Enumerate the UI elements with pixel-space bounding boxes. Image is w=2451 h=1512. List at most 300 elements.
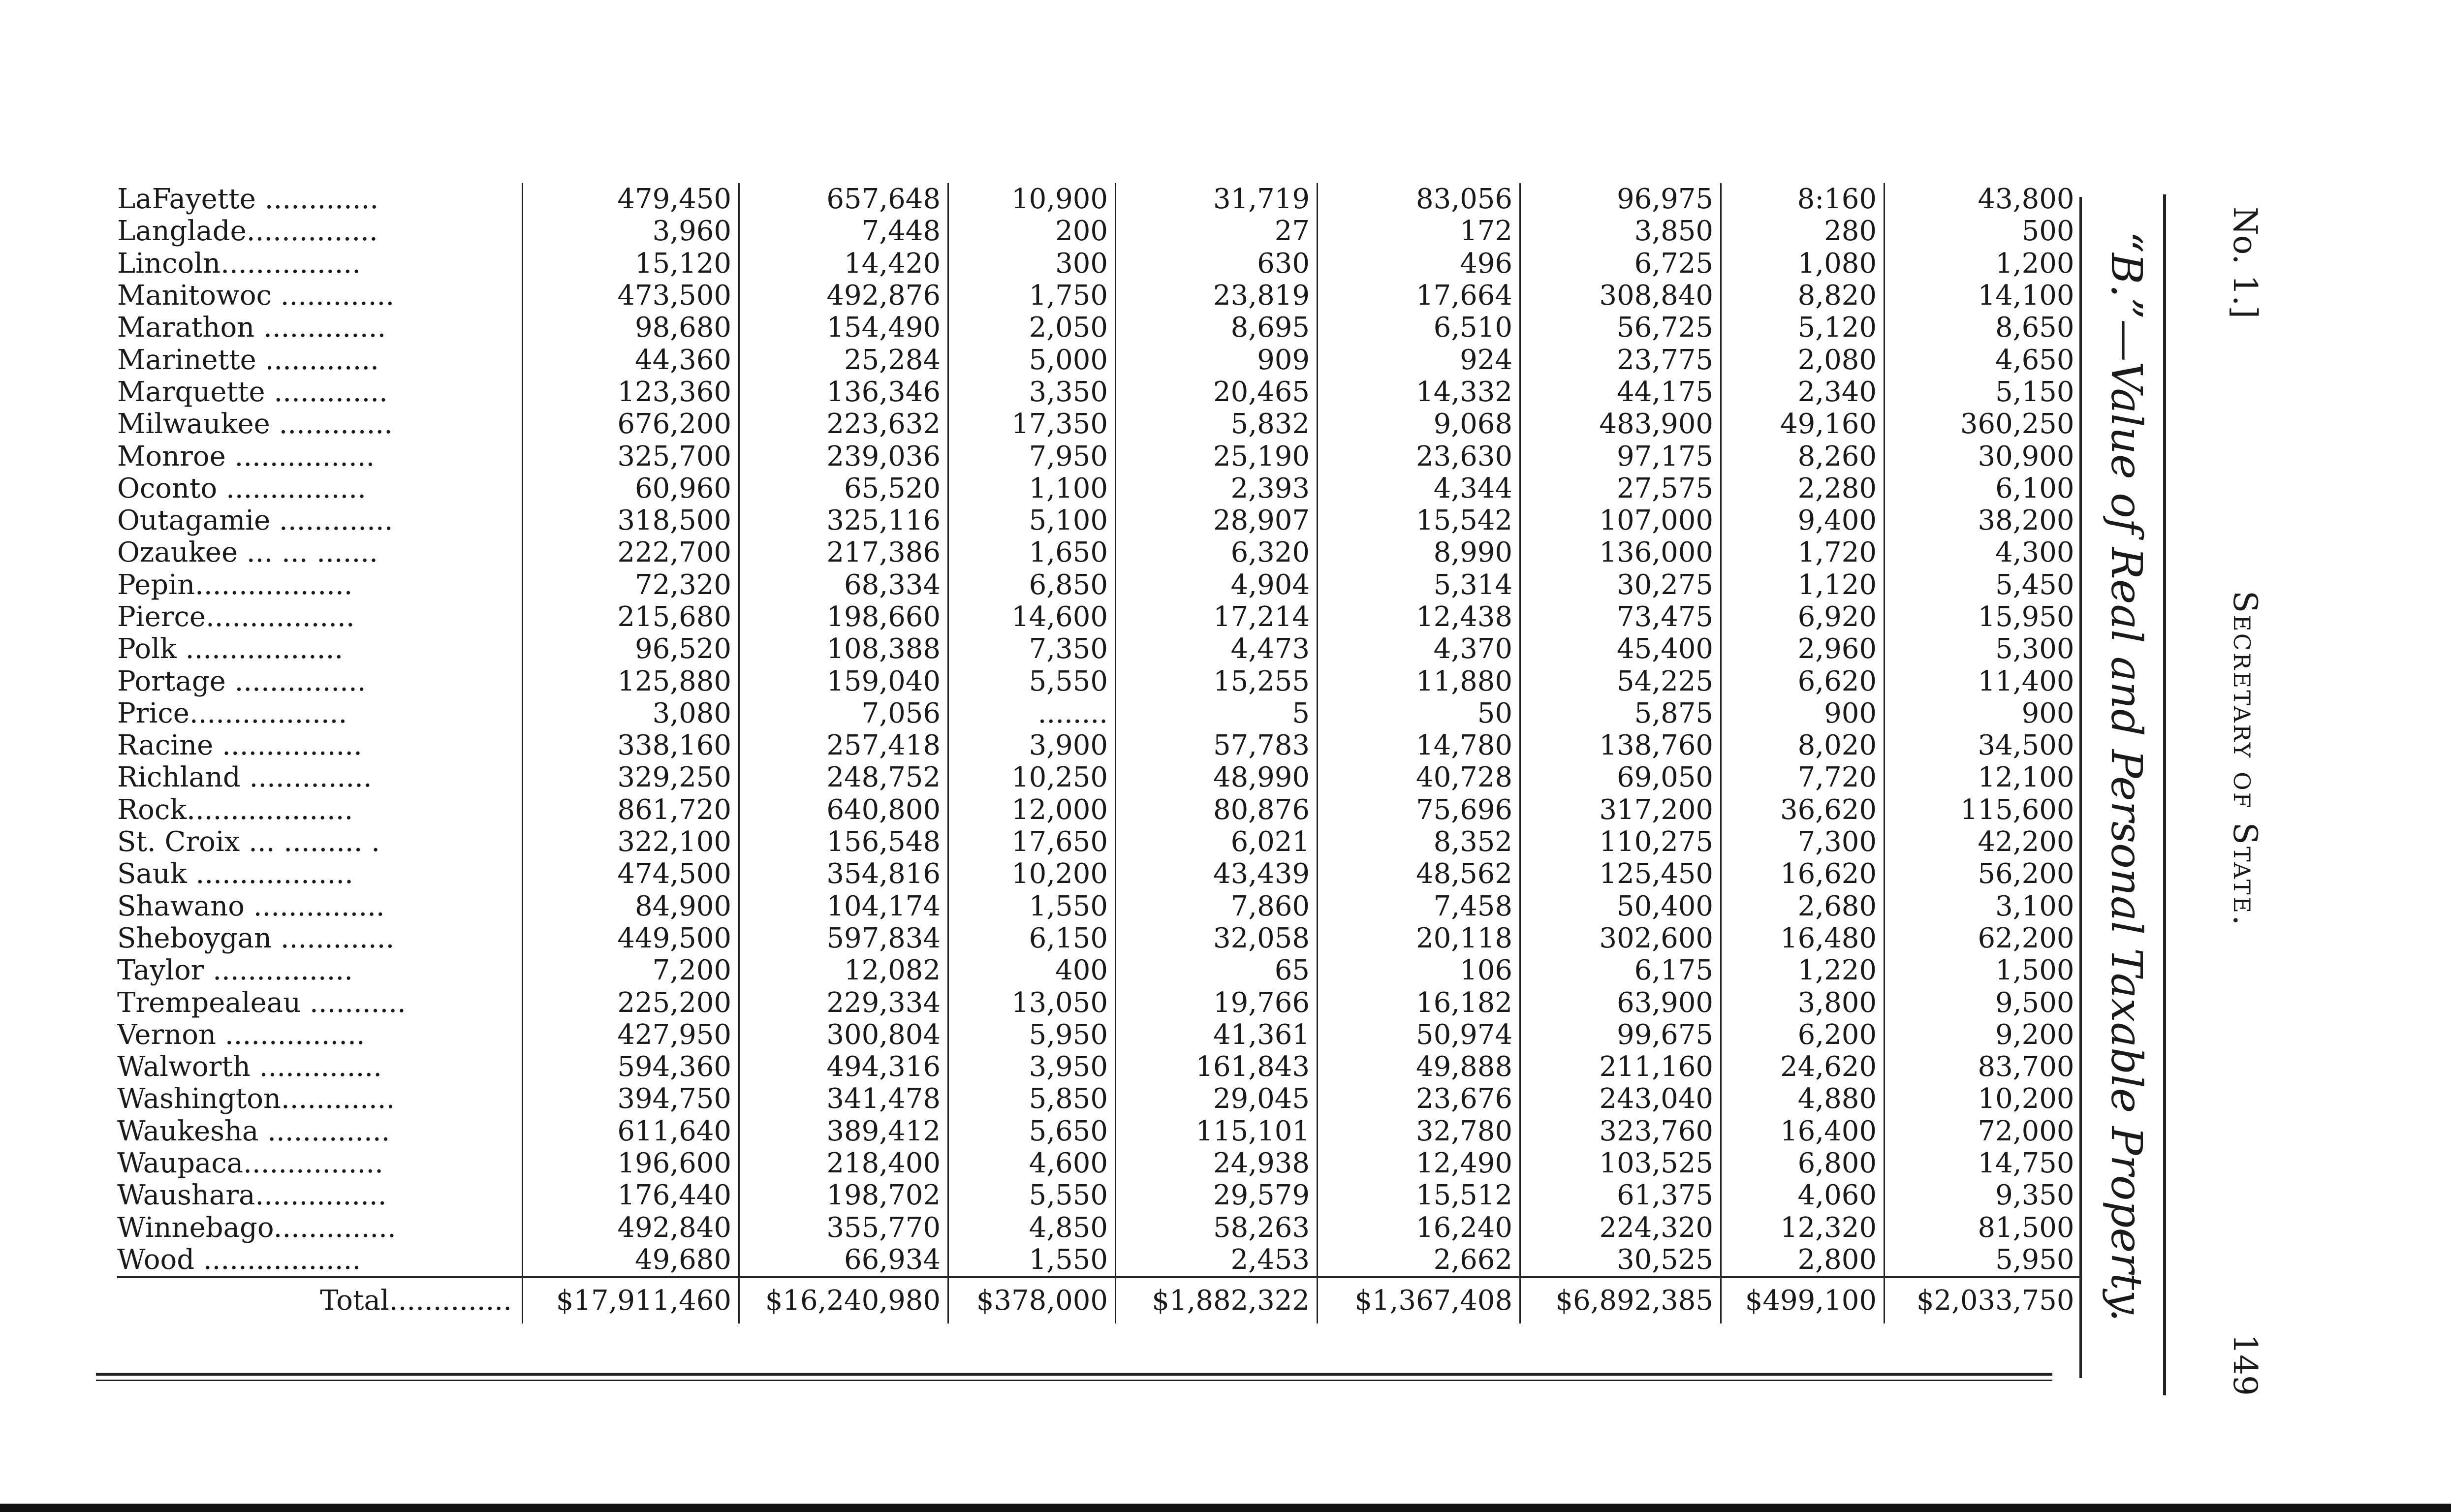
value-cell: 75,696	[1318, 794, 1520, 826]
county-name: Rock...................	[117, 793, 353, 826]
value-cell: 50,974	[1318, 1019, 1520, 1051]
value-cell: 1,550	[948, 1244, 1116, 1277]
county-name: Marinette .............	[117, 344, 379, 376]
table-row	[117, 569, 2081, 601]
value-cell: 61,375	[1520, 1179, 1721, 1211]
value-cell: 229,334	[739, 986, 948, 1018]
value-cell: 3,800	[1721, 986, 1885, 1018]
table-row	[117, 986, 2081, 1018]
value-cell: 5,314	[1318, 569, 1520, 601]
value-cell: 14,750	[1885, 1147, 2081, 1179]
county-name: Marquette .............	[117, 376, 388, 408]
table-row	[117, 344, 2081, 376]
value-cell: 14,100	[1885, 280, 2081, 312]
value-cell: 81,500	[1885, 1212, 2081, 1244]
total-row	[117, 1277, 2081, 1324]
value-cell: 2,960	[1721, 633, 1885, 665]
value-cell: 30,525	[1520, 1244, 1721, 1277]
value-cell: 44,175	[1520, 376, 1721, 408]
value-cell: 6,175	[1520, 954, 1721, 986]
value-cell: 6,920	[1721, 601, 1885, 633]
value-cell: 72,320	[523, 569, 739, 601]
value-cell: 115,101	[1116, 1115, 1318, 1147]
county-name: Price..................	[117, 697, 347, 729]
value-cell: 7,860	[1116, 890, 1318, 922]
county-name: Outagamie .............	[117, 504, 393, 537]
value-cell: 156,548	[739, 826, 948, 858]
value-cell: 20,465	[1116, 376, 1318, 408]
value-cell: 16,182	[1318, 986, 1520, 1018]
value-cell: 1,500	[1885, 954, 2081, 986]
value-cell: 7,458	[1318, 890, 1520, 922]
value-cell: 1,750	[948, 280, 1116, 312]
table-row	[117, 215, 2081, 247]
value-cell: 1,100	[948, 472, 1116, 504]
value-cell: 25,284	[739, 344, 948, 376]
value-cell: 7,200	[523, 954, 739, 986]
table-caption: “B.”—Value of Real and Personal Taxable Property.	[2102, 231, 2151, 1322]
value-cell: 496	[1318, 248, 1520, 280]
value-cell: 83,056	[1318, 183, 1520, 215]
value-cell: 176,440	[523, 1179, 739, 1211]
value-cell: 27	[1116, 215, 1318, 247]
value-cell: 48,562	[1318, 858, 1520, 890]
county-name: St. Croix ... ......... .	[117, 826, 380, 858]
value-cell: 10,900	[948, 183, 1116, 215]
value-cell: 3,100	[1885, 890, 2081, 922]
value-cell: 14,780	[1318, 729, 1520, 761]
county-name: Oconto ................	[117, 472, 366, 504]
value-cell: 479,450	[523, 183, 739, 215]
value-cell: 217,386	[739, 536, 948, 568]
value-cell: 200	[948, 215, 1116, 247]
county-name: Pierce.................	[117, 601, 355, 633]
value-cell: 4,300	[1885, 536, 2081, 568]
value-cell: 594,360	[523, 1051, 739, 1083]
value-cell: 8,352	[1318, 826, 1520, 858]
value-cell: 125,880	[523, 665, 739, 697]
table-row	[117, 1083, 2081, 1115]
county-name: Wood ..................	[117, 1243, 361, 1276]
value-cell: 5,150	[1885, 376, 2081, 408]
value-cell: 108,388	[739, 633, 948, 665]
value-cell: 2,393	[1116, 472, 1318, 504]
value-cell: 31,719	[1116, 183, 1318, 215]
value-cell: 239,036	[739, 440, 948, 472]
value-cell: 4,850	[948, 1212, 1116, 1244]
total-value: $1,882,322	[1116, 1277, 1318, 1324]
value-cell: 16,620	[1721, 858, 1885, 890]
value-cell: 5,450	[1885, 569, 2081, 601]
county-name: Shawano ...............	[117, 890, 385, 922]
table-row	[117, 1115, 2081, 1147]
value-cell: 14,332	[1318, 376, 1520, 408]
table-row	[117, 601, 2081, 633]
value-cell: 62,200	[1885, 922, 2081, 954]
value-cell: 15,512	[1318, 1179, 1520, 1211]
value-cell: 17,214	[1116, 601, 1318, 633]
county-name: LaFayette .............	[117, 183, 379, 216]
value-cell: 11,400	[1885, 665, 2081, 697]
value-cell: 3,900	[948, 729, 1116, 761]
value-cell: 30,275	[1520, 569, 1721, 601]
value-cell: 103,525	[1520, 1147, 1721, 1179]
county-name: Portage ...............	[117, 665, 366, 697]
value-cell: 611,640	[523, 1115, 739, 1147]
value-cell: 5	[1116, 697, 1318, 729]
value-cell: 8,820	[1721, 280, 1885, 312]
value-cell: 5,100	[948, 504, 1116, 536]
value-cell: 318,500	[523, 504, 739, 536]
county-name: Taylor ................	[117, 954, 353, 987]
property-table	[117, 183, 2081, 1323]
value-cell: 3,350	[948, 376, 1116, 408]
value-cell: 50	[1318, 697, 1520, 729]
value-cell: 123,360	[523, 376, 739, 408]
value-cell: 5,875	[1520, 697, 1721, 729]
value-cell: 154,490	[739, 312, 948, 344]
county-name: Ozaukee ... ... .......	[117, 536, 378, 569]
value-cell: 23,676	[1318, 1083, 1520, 1115]
value-cell: 6,320	[1116, 536, 1318, 568]
total-label: Total..............	[117, 1277, 523, 1324]
table-row	[117, 890, 2081, 922]
value-cell: 354,816	[739, 858, 948, 890]
value-cell: 8,990	[1318, 536, 1520, 568]
value-cell: 473,500	[523, 280, 739, 312]
value-cell: 322,100	[523, 826, 739, 858]
value-cell: 20,118	[1318, 922, 1520, 954]
county-name: Winnebago..............	[117, 1211, 396, 1244]
value-cell: 43,439	[1116, 858, 1318, 890]
value-cell: 80,876	[1116, 794, 1318, 826]
value-cell: 107,000	[1520, 504, 1721, 536]
value-cell: 68,334	[739, 569, 948, 601]
value-cell: 338,160	[523, 729, 739, 761]
table-row	[117, 1147, 2081, 1179]
value-cell: 56,725	[1520, 312, 1721, 344]
value-cell: 7,300	[1721, 826, 1885, 858]
county-name: Marathon ..............	[117, 312, 386, 344]
value-cell: 5,550	[948, 1179, 1116, 1211]
county-name: Lincoln................	[117, 247, 361, 280]
value-cell: 5,650	[948, 1115, 1116, 1147]
total-value: $17,911,460	[523, 1277, 739, 1324]
value-cell: 4,473	[1116, 633, 1318, 665]
value-cell: 1,220	[1721, 954, 1885, 986]
value-cell: 136,000	[1520, 536, 1721, 568]
total-value: $378,000	[948, 1277, 1116, 1324]
value-cell: 7,350	[948, 633, 1116, 665]
value-cell: 32,058	[1116, 922, 1318, 954]
value-cell: 56,200	[1885, 858, 2081, 890]
value-cell: 9,500	[1885, 986, 2081, 1018]
table-row	[117, 665, 2081, 697]
value-cell: 15,542	[1318, 504, 1520, 536]
value-cell: ........	[948, 697, 1116, 729]
county-name: Polk ..................	[117, 633, 344, 665]
value-cell: 323,760	[1520, 1115, 1721, 1147]
value-cell: 54,225	[1520, 665, 1721, 697]
value-cell: 657,648	[739, 183, 948, 215]
table-row	[117, 1179, 2081, 1211]
value-cell: 325,700	[523, 440, 739, 472]
value-cell: 17,350	[948, 408, 1116, 440]
value-cell: 6,850	[948, 569, 1116, 601]
value-cell: 1,550	[948, 890, 1116, 922]
value-cell: 50,400	[1520, 890, 1721, 922]
county-name: Pepin..................	[117, 568, 353, 601]
value-cell: 900	[1885, 697, 2081, 729]
county-name: Manitowoc .............	[117, 280, 395, 312]
value-cell: 98,680	[523, 312, 739, 344]
value-cell: 2,453	[1116, 1244, 1318, 1277]
value-cell: 12,320	[1721, 1212, 1885, 1244]
value-cell: 3,080	[523, 697, 739, 729]
value-cell: 676,200	[523, 408, 739, 440]
value-cell: 218,400	[739, 1147, 948, 1179]
value-cell: 500	[1885, 215, 2081, 247]
value-cell: 25,190	[1116, 440, 1318, 472]
value-cell: 10,200	[948, 858, 1116, 890]
value-cell: 57,783	[1116, 729, 1318, 761]
table-row	[117, 536, 2081, 568]
value-cell: 172	[1318, 215, 1520, 247]
value-cell: 84,900	[523, 890, 739, 922]
value-cell: 924	[1318, 344, 1520, 376]
value-cell: 1,080	[1721, 248, 1885, 280]
value-cell: 42,200	[1885, 826, 2081, 858]
value-cell: 3,960	[523, 215, 739, 247]
value-cell: 49,160	[1721, 408, 1885, 440]
value-cell: 492,840	[523, 1212, 739, 1244]
value-cell: 58,263	[1116, 1212, 1318, 1244]
value-cell: 1,650	[948, 536, 1116, 568]
value-cell: 400	[948, 954, 1116, 986]
table-row	[117, 794, 2081, 826]
value-cell: 2,050	[948, 312, 1116, 344]
county-name: Racine ................	[117, 729, 362, 762]
value-cell: 483,900	[1520, 408, 1721, 440]
value-cell: 4,880	[1721, 1083, 1885, 1115]
value-cell: 4,344	[1318, 472, 1520, 504]
value-cell: 9,350	[1885, 1179, 2081, 1211]
value-cell: 96,975	[1520, 183, 1721, 215]
table-row	[117, 408, 2081, 440]
value-cell: 474,500	[523, 858, 739, 890]
value-cell: 6,725	[1520, 248, 1721, 280]
running-title: Secretary of State.	[2226, 591, 2264, 928]
value-cell: 280	[1721, 215, 1885, 247]
total-value: $499,100	[1721, 1277, 1885, 1324]
value-cell: 4,650	[1885, 344, 2081, 376]
value-cell: 5,832	[1116, 408, 1318, 440]
value-cell: 449,500	[523, 922, 739, 954]
county-name: Monroe ................	[117, 440, 375, 472]
value-cell: 45,400	[1520, 633, 1721, 665]
value-cell: 36,620	[1721, 794, 1885, 826]
value-cell: 12,438	[1318, 601, 1520, 633]
county-name: Waukesha ..............	[117, 1115, 390, 1147]
value-cell: 861,720	[523, 794, 739, 826]
value-cell: 1,120	[1721, 569, 1885, 601]
value-cell: 30,900	[1885, 440, 2081, 472]
value-cell: 7,448	[739, 215, 948, 247]
value-cell: 2,800	[1721, 1244, 1885, 1277]
value-cell: 16,480	[1721, 922, 1885, 954]
value-cell: 65,520	[739, 472, 948, 504]
value-cell: 211,160	[1520, 1051, 1721, 1083]
value-cell: 63,900	[1520, 986, 1721, 1018]
table-row	[117, 761, 2081, 793]
table-row	[117, 504, 2081, 536]
value-cell: 96,520	[523, 633, 739, 665]
county-name: Sauk ..................	[117, 858, 353, 890]
value-cell: 394,750	[523, 1083, 739, 1115]
value-cell: 97,175	[1520, 440, 1721, 472]
issue-number: No. 1.]	[2226, 207, 2264, 319]
total-value: $1,367,408	[1318, 1277, 1520, 1324]
value-cell: 2,280	[1721, 472, 1885, 504]
value-cell: 6,150	[948, 922, 1116, 954]
value-cell: 5,850	[948, 1083, 1116, 1115]
value-cell: 32,780	[1318, 1115, 1520, 1147]
value-cell: 4,904	[1116, 569, 1318, 601]
value-cell: 302,600	[1520, 922, 1721, 954]
value-cell: 243,040	[1520, 1083, 1721, 1115]
value-cell: 66,934	[739, 1244, 948, 1277]
bottom-rule	[96, 1373, 2052, 1376]
value-cell: 65	[1116, 954, 1318, 986]
table-row	[117, 1019, 2081, 1051]
county-name: Langlade...............	[117, 215, 378, 248]
table-body	[117, 183, 2081, 1277]
value-cell: 317,200	[1520, 794, 1721, 826]
value-cell: 43,800	[1885, 183, 2081, 215]
value-cell: 104,174	[739, 890, 948, 922]
value-cell: 5,950	[948, 1019, 1116, 1051]
value-cell: 17,664	[1318, 280, 1520, 312]
value-cell: 215,680	[523, 601, 739, 633]
value-cell: 2,340	[1721, 376, 1885, 408]
value-cell: 12,100	[1885, 761, 2081, 793]
value-cell: 223,632	[739, 408, 948, 440]
value-cell: 27,575	[1520, 472, 1721, 504]
county-name: Waushara...............	[117, 1179, 387, 1212]
value-cell: 1,200	[1885, 248, 2081, 280]
county-name: Milwaukee .............	[117, 408, 393, 441]
table-row	[117, 922, 2081, 954]
header-rule	[2163, 194, 2166, 1395]
value-cell: 4,370	[1318, 633, 1520, 665]
value-cell: 110,275	[1520, 826, 1721, 858]
table-row	[117, 954, 2081, 986]
value-cell: 389,412	[739, 1115, 948, 1147]
value-cell: 49,680	[523, 1244, 739, 1277]
value-cell: 224,320	[1520, 1212, 1721, 1244]
value-cell: 23,775	[1520, 344, 1721, 376]
value-cell: 300,804	[739, 1019, 948, 1051]
value-cell: 6,021	[1116, 826, 1318, 858]
value-cell: 248,752	[739, 761, 948, 793]
value-cell: 8,650	[1885, 312, 2081, 344]
value-cell: 329,250	[523, 761, 739, 793]
value-cell: 630	[1116, 248, 1318, 280]
value-cell: 29,579	[1116, 1179, 1318, 1211]
value-cell: 5,550	[948, 665, 1116, 697]
value-cell: 325,116	[739, 504, 948, 536]
value-cell: 7,056	[739, 697, 948, 729]
value-cell: 6,800	[1721, 1147, 1885, 1179]
value-cell: 3,850	[1520, 215, 1721, 247]
value-cell: 12,082	[739, 954, 948, 986]
value-cell: 360,250	[1885, 408, 2081, 440]
value-cell: 24,620	[1721, 1051, 1885, 1083]
value-cell: 60,960	[523, 472, 739, 504]
value-cell: 9,068	[1318, 408, 1520, 440]
value-cell: 138,760	[1520, 729, 1721, 761]
value-cell: 492,876	[739, 280, 948, 312]
value-cell: 6,200	[1721, 1019, 1885, 1051]
county-name: Washington.............	[117, 1083, 395, 1115]
value-cell: 125,450	[1520, 858, 1721, 890]
value-cell: 69,050	[1520, 761, 1721, 793]
table-right-rule	[2079, 197, 2082, 1378]
value-cell: 161,843	[1116, 1051, 1318, 1083]
value-cell: 494,316	[739, 1051, 948, 1083]
county-name: Waupaca................	[117, 1147, 383, 1180]
value-cell: 5,300	[1885, 633, 2081, 665]
value-cell: 83,700	[1885, 1051, 2081, 1083]
scan-edge	[0, 1504, 2451, 1512]
value-cell: 38,200	[1885, 504, 2081, 536]
value-cell: 427,950	[523, 1019, 739, 1051]
value-cell: 106	[1318, 954, 1520, 986]
table-row	[117, 633, 2081, 665]
value-cell: 640,800	[739, 794, 948, 826]
table-row	[117, 440, 2081, 472]
value-cell: 2,662	[1318, 1244, 1520, 1277]
value-cell: 6,100	[1885, 472, 2081, 504]
value-cell: 1,720	[1721, 536, 1885, 568]
value-cell: 5,000	[948, 344, 1116, 376]
table-row	[117, 826, 2081, 858]
table-row	[117, 1051, 2081, 1083]
table-row	[117, 858, 2081, 890]
value-cell: 5,950	[1885, 1244, 2081, 1277]
value-cell: 5,120	[1721, 312, 1885, 344]
value-cell: 49,888	[1318, 1051, 1520, 1083]
value-cell: 34,500	[1885, 729, 2081, 761]
value-cell: 41,361	[1116, 1019, 1318, 1051]
county-name: Trempealeau ...........	[117, 986, 406, 1019]
page-number: 149	[2226, 1334, 2264, 1396]
value-cell: 16,400	[1721, 1115, 1885, 1147]
value-cell: 6,620	[1721, 665, 1885, 697]
total-value: $2,033,750	[1885, 1277, 2081, 1324]
value-cell: 9,400	[1721, 504, 1885, 536]
value-cell: 99,675	[1520, 1019, 1721, 1051]
value-cell: 8,260	[1721, 440, 1885, 472]
value-cell: 2,680	[1721, 890, 1885, 922]
value-cell: 355,770	[739, 1212, 948, 1244]
value-cell: 10,200	[1885, 1083, 2081, 1115]
value-cell: 900	[1721, 697, 1885, 729]
value-cell: 19,766	[1116, 986, 1318, 1018]
value-cell: 24,938	[1116, 1147, 1318, 1179]
value-cell: 72,000	[1885, 1115, 2081, 1147]
value-cell: 14,600	[948, 601, 1116, 633]
